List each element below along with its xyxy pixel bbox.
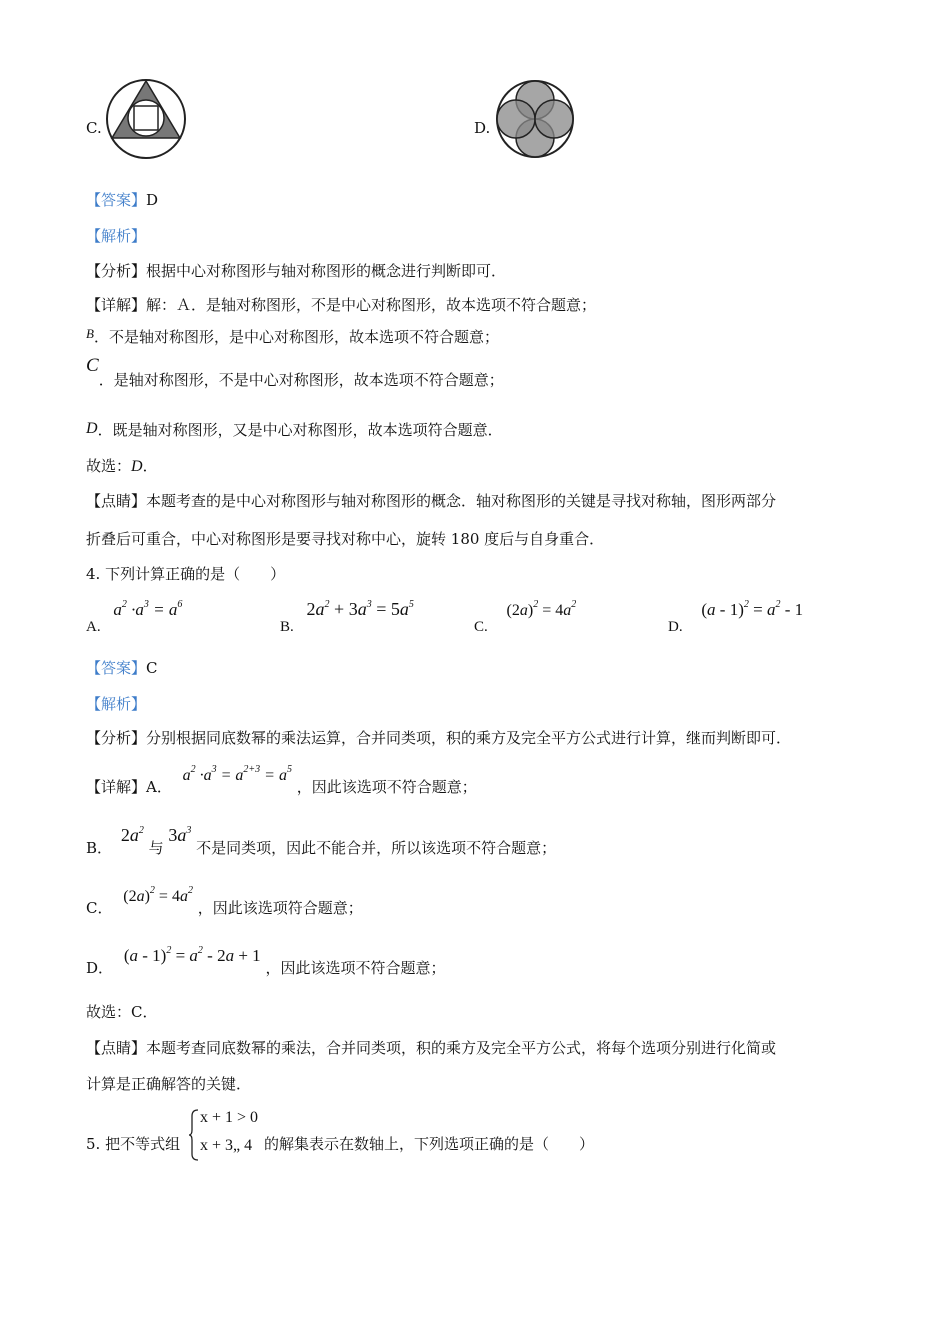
q5-inequality-2: x + 3„ 4: [200, 1137, 253, 1154]
detail-a-expr: $a^2 \cdot a^3 = a^{2+3} = a^5$: [182, 764, 292, 784]
q4-stem: 4. 下列计算正确的是（ ）: [86, 565, 286, 583]
q4-detail-b: [86, 825, 557, 857]
detail-d-suffix: ，因此该选项不符合题意；: [265, 959, 446, 977]
choose-end: ．: [142, 457, 158, 475]
q3-line-c: [86, 355, 504, 389]
figure-c-circle-triangle-square: [104, 78, 188, 160]
q3-dianjing-2: 折叠后可重合，中心对称图形是要寻找对称中心，旋转 180 度后与自身重合．: [86, 530, 605, 548]
option-d-label: D.: [474, 119, 491, 137]
q3-answer-line: [86, 193, 158, 208]
q3-analysis-tag: 【解析】: [86, 227, 147, 245]
opt-a-label: A.: [86, 619, 101, 635]
q4-detail-c: [86, 885, 363, 917]
q5-stem-prefix: 5. 把不等式组: [86, 1135, 181, 1153]
opt-c-expr: $(2a)^2 = 4a^2$: [506, 599, 577, 619]
opt-b-expr: $2a^2 + 3a^3 = 5a^5$: [306, 599, 414, 619]
q4-detail-a: [86, 764, 477, 796]
line-c-text: ．是轴对称图形，不是中心对称图形，故本选项不符合题意；: [98, 371, 504, 389]
q3-choose: [86, 459, 158, 475]
letter-b: B: [86, 326, 94, 341]
q3-detail-a: 【详解】解：Ａ．是轴对称图形，不是中心对称图形，故本选项不符合题意；: [86, 296, 597, 314]
detail-b-term2: $3a^3$: [168, 825, 192, 845]
q4-option-b: [280, 599, 414, 635]
q5-inequality-1: x + 1 > 0: [200, 1109, 259, 1126]
opt-c-label: C.: [474, 619, 488, 635]
detail-d-expr: $(a - 1)^2 = a^2 - 2a + 1$: [123, 945, 261, 965]
answer-value: D: [146, 191, 159, 209]
q4-dianjing-2: 计算是正确解答的关键．: [86, 1075, 252, 1093]
q4-fenxi: 【分析】分别根据同底数幂的乘法运算，合并同类项，积的乘方及完全平方公式进行计算，继而判断即可．: [86, 729, 792, 747]
answer-tag: 【答案】: [86, 191, 147, 209]
q3-fenxi: 【分析】根据中心对称图形与轴对称图形的概念进行判断即可．: [86, 262, 507, 280]
q4-answer-line: [86, 661, 158, 676]
detail-c-prefix: C．: [86, 899, 113, 917]
detail-b-suffix: 不是同类项，因此不能合并，所以该选项不符合题意；: [196, 839, 557, 857]
q5-stem-suffix: 的解集表示在数轴上，下列选项正确的是（ ）: [264, 1135, 595, 1153]
q4-choose: 故选：C．: [86, 1003, 158, 1021]
q4-option-c: [474, 599, 577, 635]
q3-line-b: [86, 326, 499, 346]
answer-value: C: [146, 659, 158, 677]
detail-d-prefix: D．: [86, 959, 114, 977]
option-c-label: C.: [86, 119, 102, 137]
q4-detail-d: [86, 945, 446, 977]
letter-d: D: [86, 420, 98, 437]
detail-b-mid: 与: [148, 839, 164, 857]
q4-option-d: [668, 599, 804, 635]
detail-b-term1: $2a^2$: [120, 825, 144, 845]
detail-b-prefix: B．: [86, 839, 113, 857]
letter-c: C: [86, 355, 99, 376]
line-b-text: ．不是轴对称图形，是中心对称图形，故本选项不符合题意；: [93, 328, 499, 346]
detail-a-prefix: 【详解】A．: [86, 778, 172, 796]
q4-dianjing-1: 【点睛】本题考查同底数幂的乘法，合并同类项，积的乘方及完全平方公式，将每个选项分别进行化简或: [86, 1039, 777, 1057]
opt-a-expr: $a^2 \cdot a^3 = a^6$: [113, 599, 183, 619]
q3-line-d: [86, 420, 503, 439]
choose-text: 故选：: [86, 457, 132, 475]
choose-letter: D: [131, 458, 143, 475]
detail-c-suffix: ，因此该选项符合题意；: [197, 899, 363, 917]
detail-c-expr: $(2a)^2 = 4a^2$: [123, 885, 193, 905]
inequality-brace: [188, 1108, 200, 1162]
line-d-text: ．既是轴对称图形，又是中心对称图形，故本选项符合题意．: [97, 421, 503, 439]
opt-d-expr: $(a - 1)^2 = a^2 - 1$: [701, 599, 804, 619]
figure-d-four-petal-circle: [494, 78, 578, 160]
q4-analysis-tag: 【解析】: [86, 695, 147, 713]
detail-a-suffix: ，因此该选项不符合题意；: [296, 778, 477, 796]
q3-dianjing-1: 【点睛】本题考查的是中心对称图形与轴对称图形的概念．轴对称图形的关键是寻找对称轴，图形两部分: [86, 492, 777, 510]
opt-b-label: B.: [280, 619, 294, 635]
opt-d-label: D.: [668, 619, 683, 635]
q4-option-a: [86, 599, 183, 635]
answer-tag: 【答案】: [86, 659, 147, 677]
